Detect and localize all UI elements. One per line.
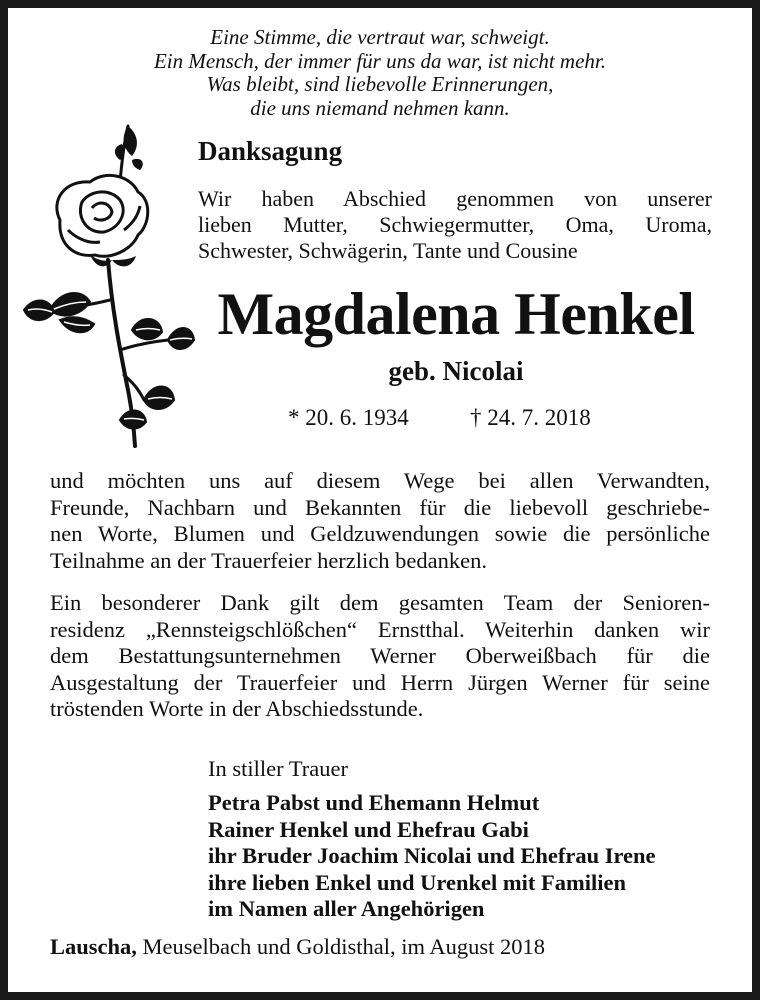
poem-line: die uns niemand nehmen kann.: [250, 95, 510, 120]
signer: ihre lieben Enkel und Urenkel mit Familien: [208, 869, 626, 895]
poem-line: Eine Stimme, die vertraut war, schweigt.: [210, 25, 550, 49]
in-mourning-label: In stiller Trauer: [208, 756, 348, 781]
paragraph-line: und möchten uns auf diesem Wege bei allen Verwandten,: [50, 468, 710, 493]
intro-line: lieben Mutter, Schwiegermutter, Oma, Uroma,: [198, 212, 712, 237]
paragraph-line: dem Bestattungsunternehmen Werner Oberweißbach für die: [50, 643, 710, 669]
intro-text: [198, 186, 712, 264]
signer: im Namen aller Angehörigen: [208, 896, 485, 922]
place-main: Lauscha,: [50, 934, 137, 959]
place-rest: Meuselbach und Goldisthal, im August 2018: [136, 934, 546, 959]
signer: Rainer Henkel und Ehefrau Gabi: [208, 816, 529, 842]
paragraph-line: Teilnahme an der Trauerfeier herzlich bedanken.: [50, 547, 487, 573]
signer: Petra Pabst und Ehemann Helmut: [208, 790, 540, 815]
heading: Danksagung: [198, 136, 343, 166]
poem-line: Ein Mensch, der immer für uns da war, ist nicht mehr.: [153, 48, 607, 73]
intro-line: Schwester, Schwägerin, Tante und Cousine: [198, 238, 578, 263]
thanks-paragraph: [50, 468, 710, 574]
signers-list: [208, 790, 656, 923]
maiden-name: geb. Nicolai: [388, 356, 524, 386]
deceased-name: Magdalena Henkel: [217, 281, 695, 347]
special-thanks-paragraph: [50, 590, 710, 723]
paragraph-line: tröstenden Worte in der Abschiedsstunde.: [50, 696, 424, 722]
intro-line: Wir haben Abschied genommen von unserer: [198, 186, 712, 211]
signer: ihr Bruder Joachim Nicolai und Ehefrau Irene: [208, 843, 656, 869]
death-date: † 24. 7. 2018: [470, 405, 591, 430]
paragraph-line: Ein besonderer Dank gilt dem gesamten Team der Senioren-: [50, 590, 710, 615]
paragraph-line: nen Worte, Blumen und Geldzuwendungen sowie die persönliche: [50, 521, 710, 547]
paragraph-line: Ausgestaltung der Trauerfeier und Herrn Jürgen Werner für seine: [50, 669, 710, 695]
poem-line: Was bleibt, sind liebevolle Erinnerungen,: [206, 72, 554, 96]
birth-date: * 20. 6. 1934: [288, 405, 409, 430]
rose-icon: [20, 120, 195, 450]
paragraph-line: residenz „Rennsteigschlößchen“ Ernstthal. Weiterhin danken wir: [50, 616, 710, 642]
place-date-line: [50, 934, 545, 960]
paragraph-line: Freunde, Nachbarn und Bekannten für die liebevoll geschriebe-: [50, 494, 710, 520]
poem: [0, 26, 760, 120]
